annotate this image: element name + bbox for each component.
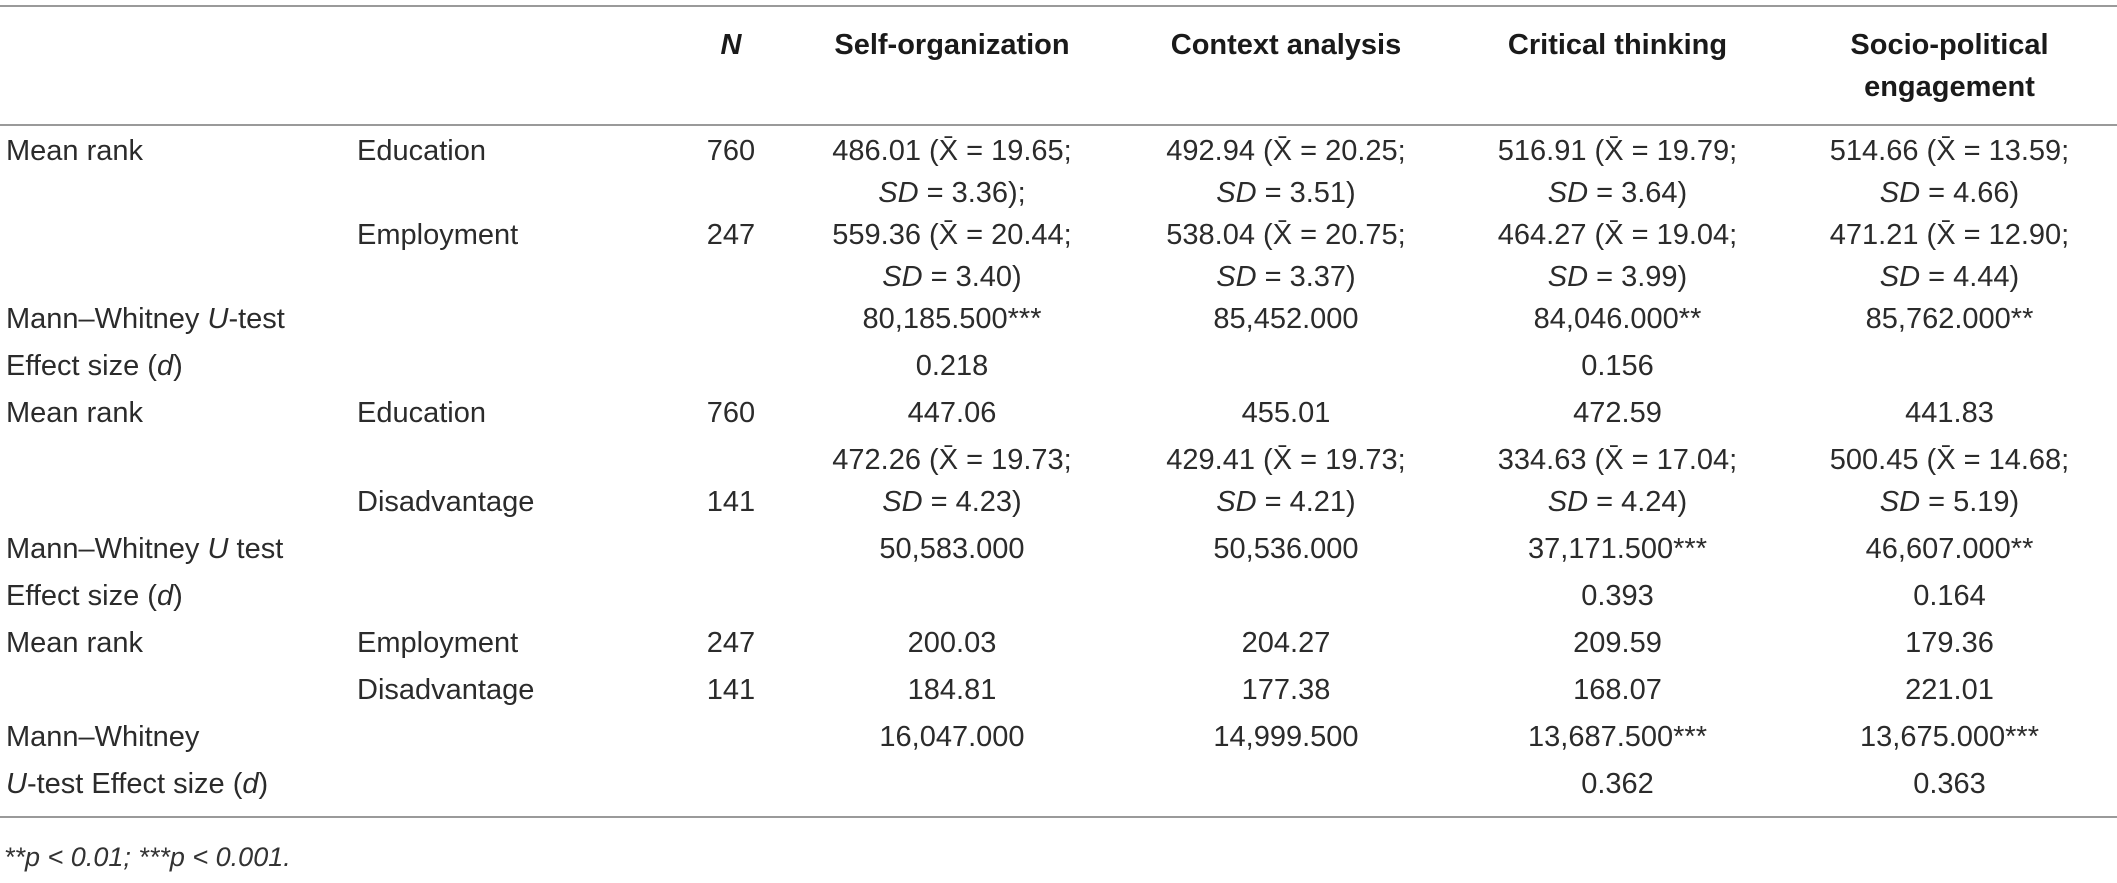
table-cell: 455.01	[1241, 397, 1331, 429]
table-cell	[0, 214, 357, 298]
header-critical-thinking: Critical thinking	[1453, 6, 1782, 125]
table-cell: 14,999.500	[1213, 721, 1359, 753]
table-cell: 13,687.500***	[1528, 721, 1707, 753]
table-row	[0, 528, 2117, 575]
table-cell: Education	[357, 135, 486, 167]
table-row	[0, 575, 2117, 622]
table-cell: 472.59	[1573, 397, 1662, 429]
table-cell: 50,583.000	[879, 533, 1025, 565]
table-cell: 50,536.000	[1213, 533, 1359, 565]
table-cell: Mean rank	[6, 627, 144, 659]
table-cell: 0.164	[1913, 580, 1986, 612]
table-cell: 760	[706, 135, 756, 167]
table-cell	[357, 575, 677, 622]
table-cell	[677, 763, 785, 817]
table-row	[0, 669, 2117, 716]
table-cell: 184.81	[907, 674, 997, 706]
table-cell	[677, 298, 785, 345]
table-row	[0, 392, 2117, 439]
footnote: **p < 0.01; ***p < 0.001.	[4, 842, 291, 872]
header-cell	[0, 6, 357, 125]
table-cell: 464.27 (X̄ = 19.04; SD = 3.99)	[1497, 219, 1738, 293]
table-cell: 559.36 (X̄ = 20.44; SD = 3.40)	[832, 219, 1072, 293]
table-cell: Disadvantage	[357, 674, 535, 706]
table-cell	[677, 345, 785, 392]
table-cell	[0, 669, 357, 716]
table-cell: 0.218	[915, 350, 989, 382]
table-cell	[677, 716, 785, 763]
table-row	[0, 439, 2117, 528]
table-cell	[357, 716, 677, 763]
table-cell: 85,452.000	[1213, 303, 1359, 335]
table-cell: 80,185.500***	[862, 303, 1042, 335]
table-cell: 441.83	[1905, 397, 1994, 429]
table-cell: 514.66 (X̄ = 13.59; SD = 4.66)	[1829, 135, 2070, 209]
table-cell: Mean rank	[6, 397, 144, 429]
header-socio-political-engagement: Socio-political engagement	[1782, 6, 2117, 125]
table-row	[0, 763, 2117, 817]
table-cell: 204.27	[1241, 627, 1331, 659]
table-cell: Mann–Whitney U-test	[6, 303, 285, 335]
results-table	[0, 5, 2117, 818]
table-cell: Disadvantage	[357, 486, 535, 518]
table-cell: 141	[706, 486, 756, 518]
table-cell: 177.38	[1241, 674, 1331, 706]
table-cell	[357, 298, 677, 345]
table-cell: 247	[706, 219, 756, 251]
table-row	[0, 622, 2117, 669]
header-self-organization: Self-organization	[785, 6, 1119, 125]
table-cell: Effect size (d)	[6, 580, 183, 612]
table-cell	[0, 439, 357, 528]
table-cell: 492.94 (X̄ = 20.25; SD = 3.51)	[1166, 135, 1406, 209]
table-row	[0, 214, 2117, 298]
table-cell: 447.06	[907, 397, 997, 429]
table-cell: 46,607.000**	[1865, 533, 2034, 565]
table-cell: U-test Effect size (d)	[0, 763, 357, 817]
table-cell: Employment	[357, 627, 519, 659]
table-cell	[357, 345, 677, 392]
table-cell: 13,675.000***	[1860, 721, 2039, 753]
table-cell: Employment	[357, 219, 519, 251]
table-cell	[357, 528, 677, 575]
table-cell: Education	[357, 397, 486, 429]
table-cell: 168.07	[1573, 674, 1662, 706]
table-cell: 84,046.000**	[1533, 303, 1702, 335]
table-cell: 486.01 (X̄ = 19.65; SD = 3.36);	[832, 135, 1072, 209]
table-cell: 85,762.000**	[1865, 303, 2034, 335]
table-cell: 472.26 (X̄ = 19.73; SD = 4.23)	[832, 444, 1072, 518]
table-cell: 141	[706, 674, 756, 706]
table-cell: 200.03	[907, 627, 997, 659]
table-cell: 0.362	[1453, 763, 1782, 817]
table-cell: Mann–Whitney	[6, 721, 200, 753]
table-cell: 429.41 (X̄ = 19.73; SD = 4.21)	[1166, 444, 1406, 518]
table-cell: 16,047.000	[879, 721, 1025, 753]
table-cell: 538.04 (X̄ = 20.75; SD = 3.37)	[1166, 219, 1406, 293]
table-cell: 179.36	[1905, 627, 1994, 659]
table-cell: 500.45 (X̄ = 14.68; SD = 5.19)	[1829, 444, 2070, 518]
table-cell	[1782, 345, 2117, 392]
table-cell	[677, 528, 785, 575]
table-cell: 247	[706, 627, 756, 659]
header-row	[0, 6, 2117, 125]
table-cell: 37,171.500***	[1528, 533, 1707, 565]
table-cell: 760	[706, 397, 756, 429]
table-cell	[1119, 763, 1453, 817]
header-context-analysis: Context analysis	[1119, 6, 1453, 125]
header-cell	[357, 6, 677, 125]
table-cell	[785, 763, 1119, 817]
table-cell: 471.21 (X̄ = 12.90; SD = 4.44)	[1829, 219, 2070, 293]
table-cell: 221.01	[1905, 674, 1994, 706]
table-row	[0, 298, 2117, 345]
header-n: N	[677, 6, 785, 125]
table-cell: 0.363	[1782, 763, 2117, 817]
table-cell: Mann–Whitney U test	[6, 533, 284, 565]
table-cell: 0.393	[1581, 580, 1654, 612]
table-cell: 516.91 (X̄ = 19.79; SD = 3.64)	[1497, 135, 1738, 209]
table-cell	[1119, 345, 1453, 392]
table-cell: Effect size (d)	[6, 350, 183, 382]
table-row	[0, 716, 2117, 763]
table-cell: 334.63 (X̄ = 17.04; SD = 4.24)	[1497, 444, 1738, 518]
table-cell	[1119, 575, 1453, 622]
table-cell	[677, 575, 785, 622]
table-row	[0, 125, 2117, 214]
table-cell: 209.59	[1573, 627, 1662, 659]
table-cell: Mean rank	[6, 135, 144, 167]
table-cell: 0.156	[1581, 350, 1654, 382]
table-row	[0, 345, 2117, 392]
table-cell	[357, 763, 677, 817]
table-cell	[785, 575, 1119, 622]
